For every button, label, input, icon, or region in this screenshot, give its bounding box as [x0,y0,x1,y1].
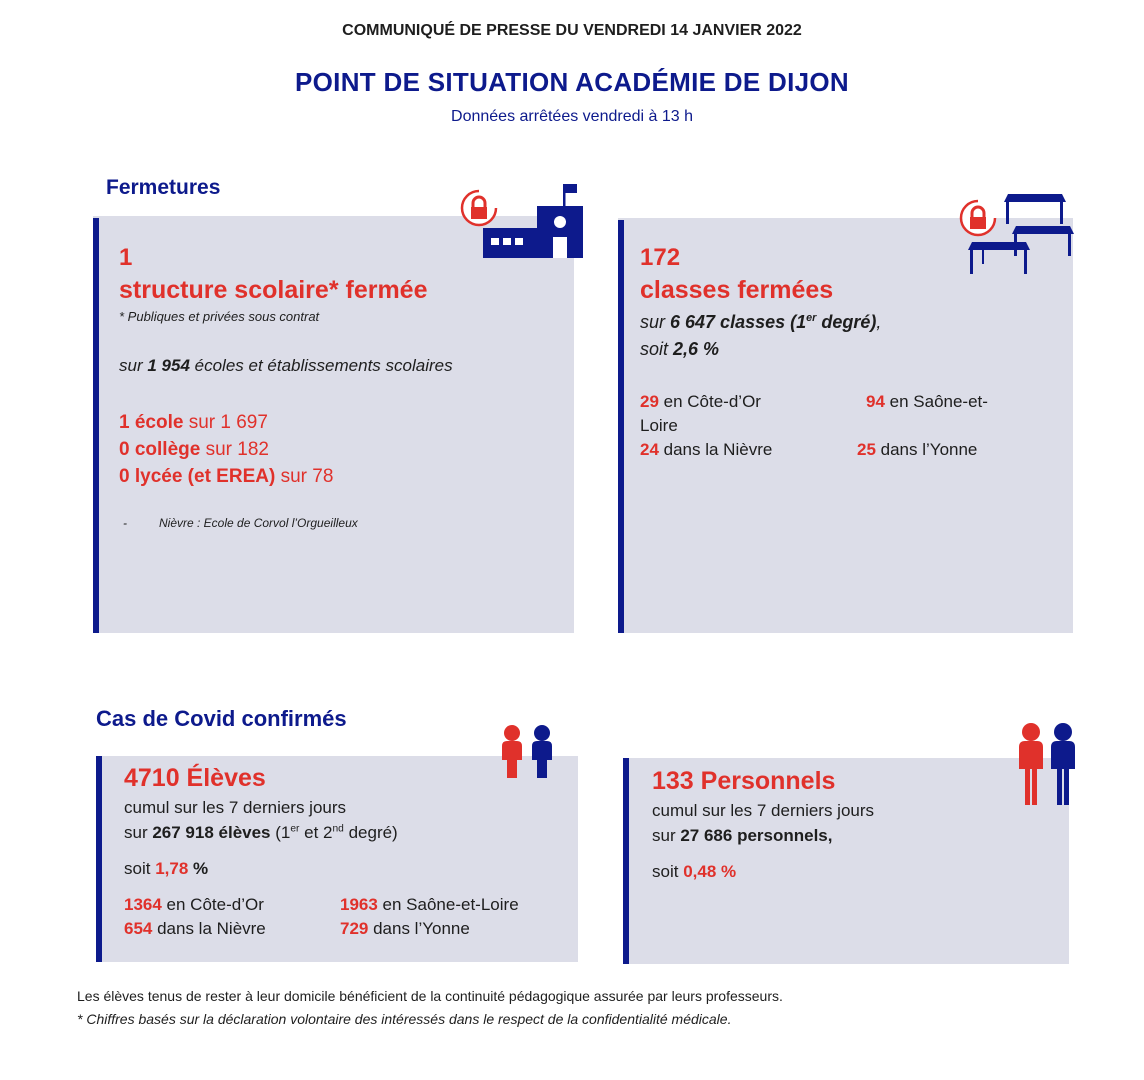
personnels-cumul: cumul sur les 7 derniers jours [652,801,875,820]
school-lock-icon [457,182,585,260]
dept-row: 94 en Saône-et- [866,392,988,411]
dept-row: 29 en Côte-d’Or [640,392,761,411]
section-heading-fermetures: Fermetures [106,176,221,199]
card-accent-bar [618,220,624,633]
breakdown-row: 1 école sur 1 697 [119,412,268,433]
dept-row: 1364 en Côte-d’Or [124,895,264,914]
breakdown-row: 0 collège sur 182 [119,439,269,460]
dept-row-wrap: Loire [640,416,678,435]
dept-row: 24 dans la Nièvre [640,440,773,459]
classes-percentage: soit 2,6 % [640,339,720,359]
personnels-title: 133 Personnels [652,767,836,795]
breakdown-row: 0 lycée (et EREA) sur 78 [119,466,334,487]
page-subtitle: Données arrêtées vendredi à 13 h [451,108,693,125]
staff-icon [1016,722,1078,806]
card-accent-bar [96,756,102,962]
eleves-percentage: soit 1,78 % [124,859,209,878]
dept-row: 1963 en Saône-et-Loire [340,895,519,914]
dept-row: 654 dans la Nièvre [124,919,266,938]
footer-continuity-note: Les élèves tenus de rester à leur domicile bénéficient de la continuité pédagogique assurée par leurs professeurs. [77,988,783,1004]
structures-label: structure scolaire* fermée [119,276,428,304]
classes-count: 172 [640,244,681,271]
classes-label: classes fermées [640,276,834,304]
structures-breakdown [119,409,333,490]
closed-school-bullet: Nièvre : Ecole de Corvol l’Orgueilleux [159,516,358,530]
classes-total: sur 6 647 classes (1er degré), [640,312,882,332]
personnels-percentage: soit 0,48 % [652,862,737,881]
dept-row: 25 dans l’Yonne [857,440,978,459]
students-icon [498,724,556,782]
page-title: POINT DE SITUATION ACADÉMIE DE DIJON [295,67,849,97]
closed-school-bullet-dash: - [123,516,127,530]
personnels-total: sur 27 686 personnels, [652,826,833,845]
section-heading-covid: Cas de Covid confirmés [96,706,347,731]
classroom-lock-icon [956,188,1076,278]
structures-total: sur 1 954 écoles et établissements scolaires [119,356,453,375]
structures-note: * Publiques et privées sous contrat [119,309,320,324]
card-accent-bar [623,758,629,964]
dept-row: 729 dans l’Yonne [340,919,470,938]
eleves-cumul: cumul sur les 7 derniers jours [124,798,347,817]
card-accent-bar [93,218,99,633]
press-release-date: COMMUNIQUÉ DE PRESSE DU VENDREDI 14 JANVIER 2022 [342,22,802,39]
structures-count: 1 [119,244,133,271]
eleves-total: sur 267 918 élèves (1er et 2nd degré) [124,823,398,842]
footer-data-disclaimer: * Chiffres basés sur la déclaration volontaire des intéressés dans le respect de la confidentialité médicale. [77,1011,732,1027]
eleves-title: 4710 Élèves [124,764,266,792]
